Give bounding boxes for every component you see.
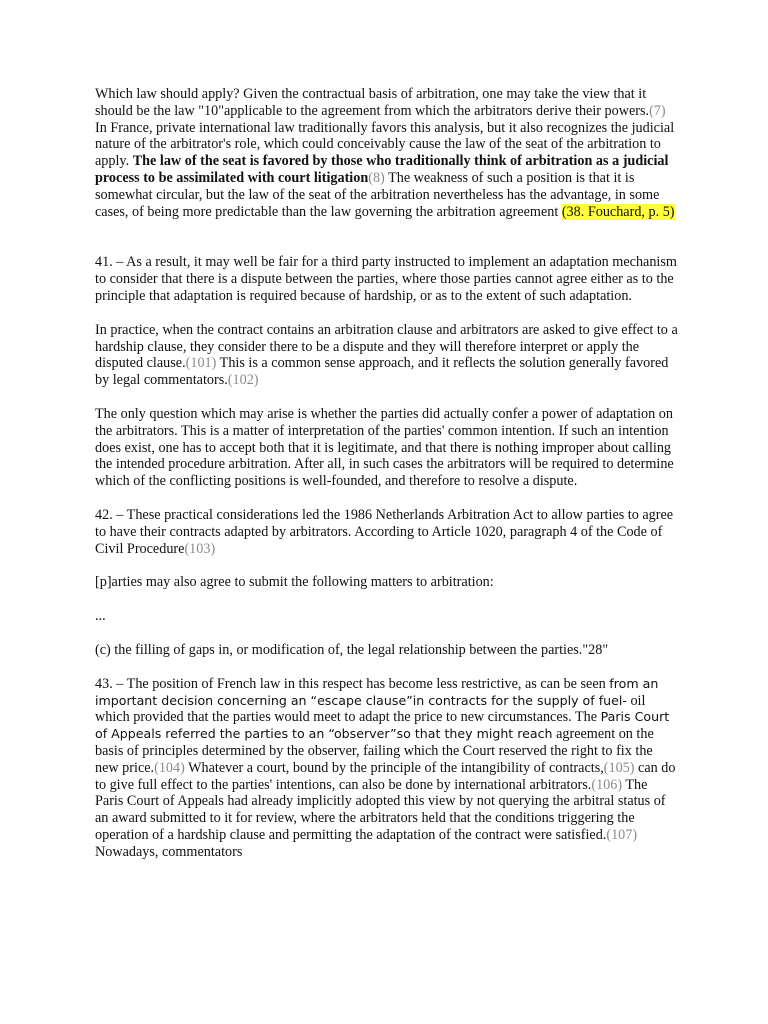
- text: In practice, when the contract contains an arbitration clause and arbitrators are asked to give effect to a hardship clause, they consider there to be a dispute and they will therefore interpret or apply the disputed clause.: [95, 321, 678, 372]
- text: Which law should apply? Given the contractual basis of arbitration, one may take the view that it should be the law "10"applicable to the agreement from which the arbitrators derive their powers.: [95, 86, 650, 119]
- footnote-ref[interactable]: (101): [185, 355, 217, 372]
- text: Whatever a court, bound by the principle of the intangibility of contracts,: [184, 759, 604, 776]
- text: This is a common sense approach, and it reflects the solution generally favored by legal commentators.: [95, 355, 669, 389]
- paragraph-parties: [95, 574, 678, 591]
- highlighted-citation: (38. Fouchard, p. 5): [561, 203, 675, 220]
- text: ...: [95, 608, 106, 625]
- paragraph-only-question: [95, 406, 678, 490]
- paragraph-ellipsis: [95, 608, 678, 625]
- text: [p]arties may also agree to submit the following matters to arbitration:: [95, 574, 494, 591]
- paragraph-42: [95, 507, 678, 557]
- paragraph-41: [95, 254, 678, 304]
- text: 41. – As a result, it may well be fair for a third party instructed to implement an adaptation mechanism to consider that there is a dispute between the parties, where those parties cannot agree either as to the principle that adaptation is required because of hardship, or as to the extent of such adaptation.: [95, 254, 677, 304]
- footnote-ref[interactable]: (103): [184, 540, 216, 557]
- text: In France, private international law traditionally favors this analysis, but it also recognizes the judicial nature of the arbitrator's role, which could conceivably cause the law of the seat of the arbitration to apply.: [95, 119, 675, 170]
- footnote-ref[interactable]: (105): [603, 759, 635, 776]
- text-sans: Paris Court of Appeals referred the parties to an “observer”so that they might reach: [95, 709, 670, 742]
- text: Nowadays, commentators: [95, 843, 243, 860]
- text: The only question which may arise is whether the parties did actually confer a power of adaptation on the arbitrators. This is a matter of interpretation of the parties' common intention. If such an intention does exist, one has to accept both that it is legitimate, and that there is nothing improper about calling the intended procedure arbitration. After all, in such cases the arbitrators will be required to determine which of the conflicting positions is well-founded, and therefore to resolve a dispute.: [95, 405, 674, 490]
- text: 43. – The position of French law in this respect has become less restrictive, as can be seen: [95, 675, 610, 692]
- text: The weakness of such a position is that it is somewhat circular, but the law of the seat of the arbitration nevertheless has the advantage, in some cases, of being more predictable than the law governing the arbitration agreement: [95, 169, 660, 220]
- paragraph-item-c: [95, 642, 678, 659]
- text: (c) the filling of gaps in, or modification of, the legal relationship between the parties."28": [95, 641, 609, 658]
- footnote-ref[interactable]: (102): [227, 372, 259, 389]
- paragraph-in-practice: [95, 322, 678, 389]
- text: 42. – These practical considerations led the 1986 Netherlands Arbitration Act to allow parties to agree to have their contracts adapted by arbitrators. According to Article 1020, paragraph 4 of the Code of Civil Procedure: [95, 506, 674, 557]
- text: oil which provided that the parties would meet to adapt the price to new circumstances. The: [95, 692, 646, 726]
- footnote-ref[interactable]: (8): [368, 169, 385, 186]
- text: The Paris Court of Appeals had already implicitly adopted this view by not querying the arbitral status of an award submitted to it for review, where the arbitrators held that the conditions triggering the operation of a hardship clause and permitting the adaptation of the contract were satisfied.: [95, 776, 666, 843]
- text-sans: from an important decision concerning an “escape clause”in contracts for the supply of fuel-: [95, 675, 659, 708]
- paragraph-applicable-law: [95, 86, 678, 220]
- footnote-ref[interactable]: (106): [591, 776, 623, 793]
- text: can do to give full effect to the parties' intentions, can also be done by international arbitrators.: [95, 759, 676, 793]
- footnote-ref[interactable]: (7): [649, 102, 666, 119]
- bold-text: The law of the seat is favored by those who traditionally think of arbitration as a judicial process to be assimilated with court litigation: [95, 153, 669, 186]
- footnote-ref[interactable]: (104): [154, 759, 185, 776]
- paragraph-43: [95, 676, 678, 861]
- text: agreement on the basis of principles determined by the observer, failing which the Court reserved the right to fix the new price.: [95, 726, 654, 776]
- footnote-ref[interactable]: (107): [606, 826, 638, 843]
